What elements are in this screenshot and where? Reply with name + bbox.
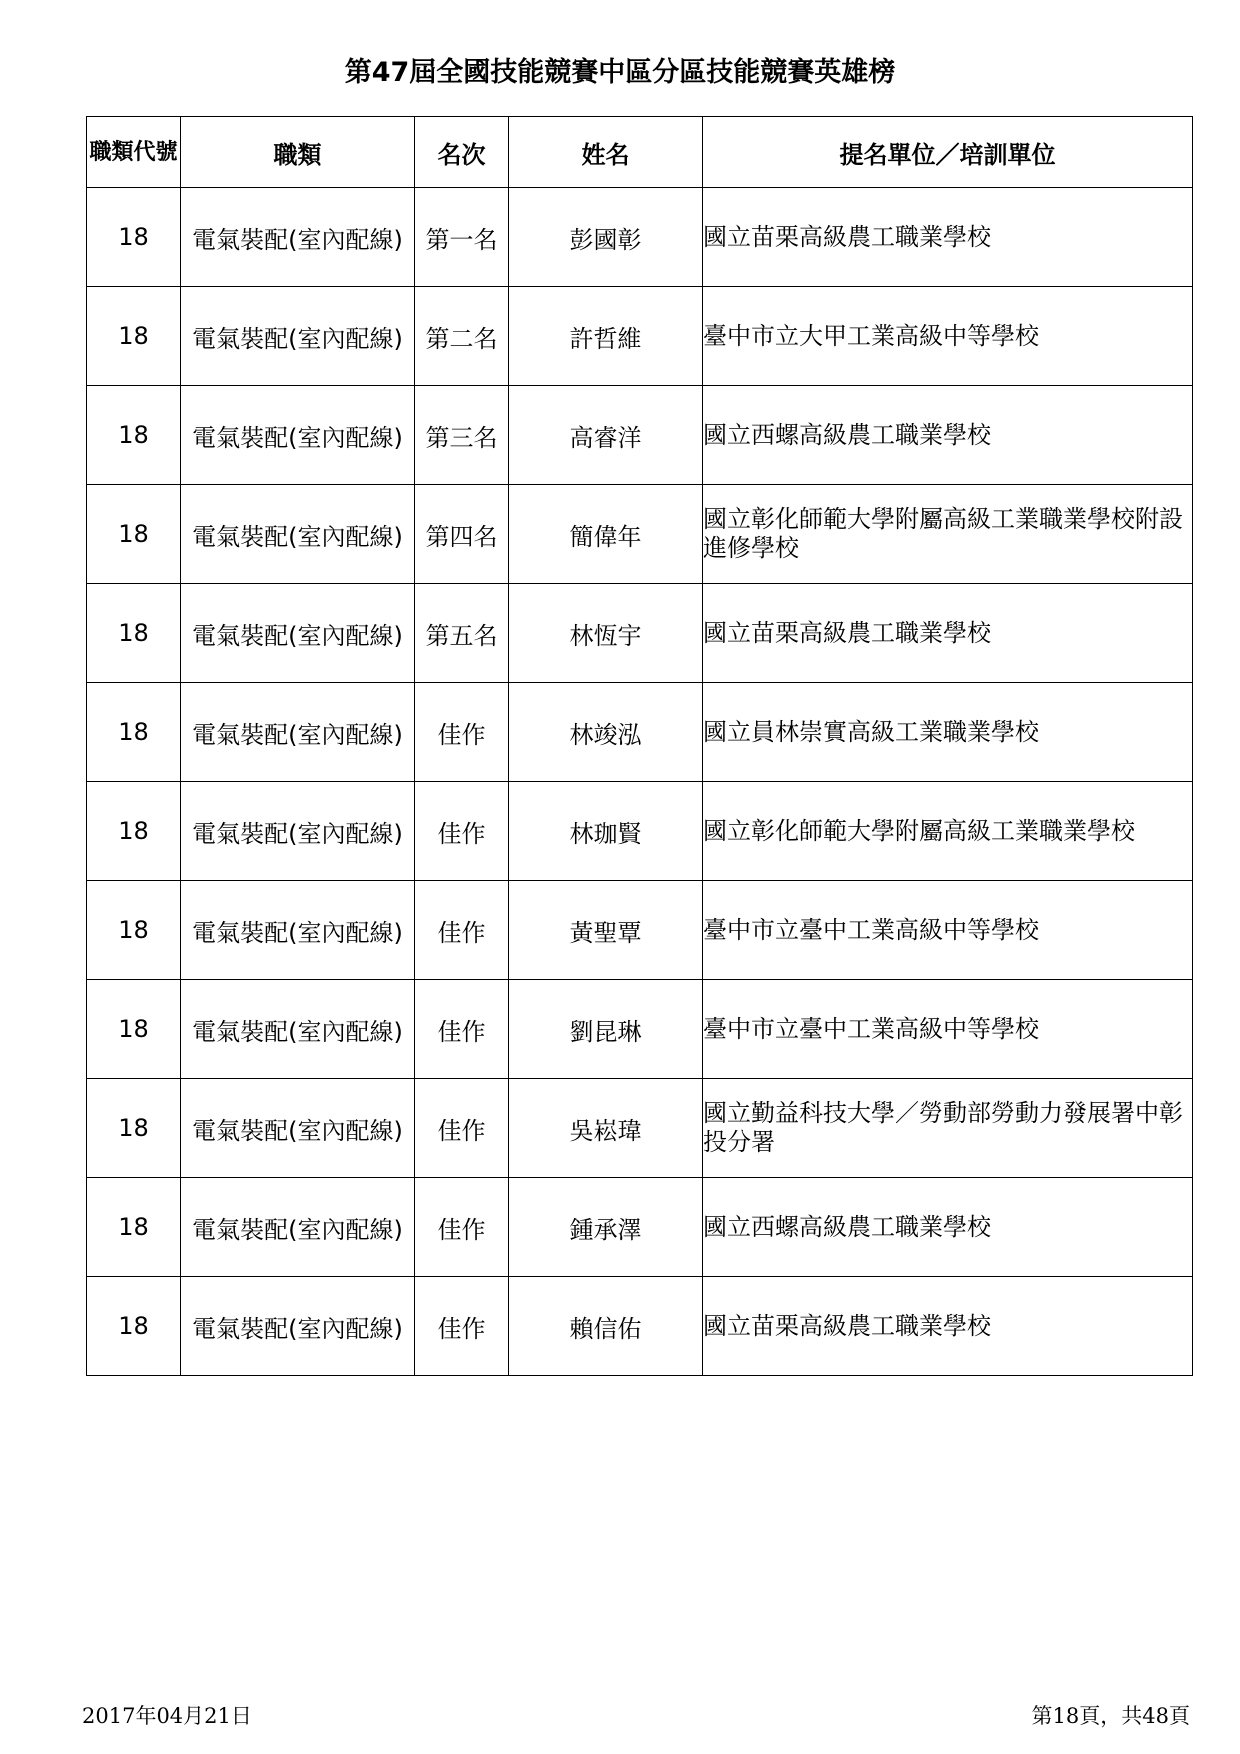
cell-unit: 國立西螺高級農工職業學校 — [703, 386, 1193, 485]
cell-code: 18 — [87, 188, 181, 287]
cell-name: 賴信佑 — [509, 1277, 703, 1376]
cell-code: 18 — [87, 584, 181, 683]
cell-code: 18 — [87, 485, 181, 584]
cell-name: 林珈賢 — [509, 782, 703, 881]
cell-code: 18 — [87, 683, 181, 782]
cell-category: 電氣裝配(室內配線) — [181, 881, 415, 980]
cell-name: 林恆宇 — [509, 584, 703, 683]
cell-name: 鍾承澤 — [509, 1178, 703, 1277]
cell-unit: 臺中市立臺中工業高級中等學校 — [703, 980, 1193, 1079]
cell-unit: 國立彰化師範大學附屬高級工業職業學校 — [703, 782, 1193, 881]
cell-rank: 佳作 — [415, 881, 509, 980]
cell-category: 電氣裝配(室內配線) — [181, 287, 415, 386]
cell-rank: 佳作 — [415, 782, 509, 881]
cell-unit: 臺中市立大甲工業高級中等學校 — [703, 287, 1193, 386]
cell-unit: 國立勤益科技大學／勞動部勞動力發展署中彰投分署 — [703, 1079, 1193, 1178]
cell-rank: 第二名 — [415, 287, 509, 386]
column-header-code: 職類代號 — [87, 117, 181, 188]
cell-code: 18 — [87, 1277, 181, 1376]
cell-name: 劉昆琳 — [509, 980, 703, 1079]
cell-rank: 第一名 — [415, 188, 509, 287]
cell-code: 18 — [87, 881, 181, 980]
cell-unit: 國立苗栗高級農工職業學校 — [703, 584, 1193, 683]
cell-code: 18 — [87, 782, 181, 881]
footer-page-number: 第18頁，共48頁 — [1031, 1704, 1190, 1728]
table-row — [87, 782, 1193, 881]
cell-category: 電氣裝配(室內配線) — [181, 386, 415, 485]
hero-roster-table — [86, 116, 1193, 1376]
table-row — [87, 188, 1193, 287]
cell-name: 簡偉年 — [509, 485, 703, 584]
cell-rank: 佳作 — [415, 1277, 509, 1376]
cell-rank: 第五名 — [415, 584, 509, 683]
cell-rank: 第三名 — [415, 386, 509, 485]
table-row — [87, 1277, 1193, 1376]
table-row — [87, 1079, 1193, 1178]
column-header-rank: 名次 — [415, 117, 509, 188]
cell-name: 高睿洋 — [509, 386, 703, 485]
cell-rank: 佳作 — [415, 1178, 509, 1277]
cell-code: 18 — [87, 980, 181, 1079]
column-header-category: 職類 — [181, 117, 415, 188]
cell-category: 電氣裝配(室內配線) — [181, 188, 415, 287]
table-header-row — [87, 117, 1193, 188]
cell-name: 彭國彰 — [509, 188, 703, 287]
cell-unit: 國立苗栗高級農工職業學校 — [703, 1277, 1193, 1376]
cell-unit: 國立西螺高級農工職業學校 — [703, 1178, 1193, 1277]
cell-category: 電氣裝配(室內配線) — [181, 485, 415, 584]
cell-code: 18 — [87, 386, 181, 485]
cell-unit: 國立苗栗高級農工職業學校 — [703, 188, 1193, 287]
table-row — [87, 683, 1193, 782]
cell-name: 許哲維 — [509, 287, 703, 386]
column-header-unit: 提名單位／培訓單位 — [703, 117, 1193, 188]
cell-code: 18 — [87, 1079, 181, 1178]
cell-category: 電氣裝配(室內配線) — [181, 584, 415, 683]
table-row — [87, 881, 1193, 980]
table-row — [87, 1178, 1193, 1277]
cell-rank: 佳作 — [415, 683, 509, 782]
cell-unit: 國立員林崇實高級工業職業學校 — [703, 683, 1193, 782]
column-header-name: 姓名 — [509, 117, 703, 188]
cell-rank: 佳作 — [415, 980, 509, 1079]
table-row — [87, 980, 1193, 1079]
cell-code: 18 — [87, 287, 181, 386]
cell-rank: 第四名 — [415, 485, 509, 584]
footer-date: 2017年04月21日 — [82, 1704, 252, 1728]
cell-category: 電氣裝配(室內配線) — [181, 683, 415, 782]
table-row — [87, 485, 1193, 584]
table-row — [87, 584, 1193, 683]
cell-category: 電氣裝配(室內配線) — [181, 1178, 415, 1277]
cell-code: 18 — [87, 1178, 181, 1277]
document-title: 第47屆全國技能競賽中區分區技能競賽英雄榜 — [344, 57, 896, 88]
cell-category: 電氣裝配(室內配線) — [181, 980, 415, 1079]
cell-name: 吳崧瑋 — [509, 1079, 703, 1178]
cell-unit: 臺中市立臺中工業高級中等學校 — [703, 881, 1193, 980]
cell-category: 電氣裝配(室內配線) — [181, 1079, 415, 1178]
cell-name: 黃聖覃 — [509, 881, 703, 980]
cell-name: 林竣泓 — [509, 683, 703, 782]
cell-unit: 國立彰化師範大學附屬高級工業職業學校附設進修學校 — [703, 485, 1193, 584]
table-row — [87, 287, 1193, 386]
table-row — [87, 386, 1193, 485]
cell-category: 電氣裝配(室內配線) — [181, 782, 415, 881]
cell-category: 電氣裝配(室內配線) — [181, 1277, 415, 1376]
cell-rank: 佳作 — [415, 1079, 509, 1178]
